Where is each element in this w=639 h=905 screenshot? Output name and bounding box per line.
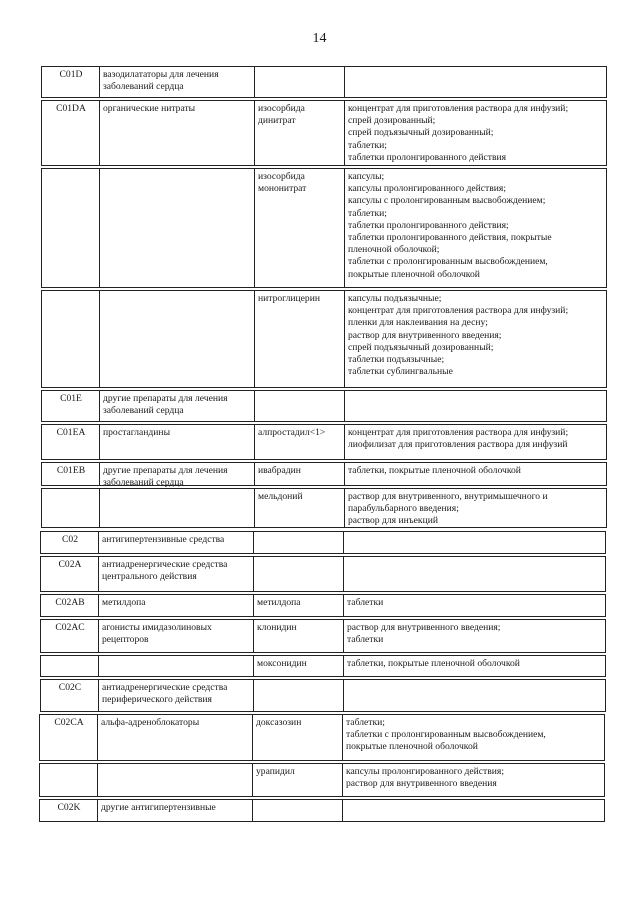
drug-name-cell	[253, 679, 344, 712]
dosage-forms-cell	[342, 799, 605, 822]
drug-name-cell	[252, 799, 343, 822]
atc-code-cell	[39, 714, 98, 761]
group-name-cell	[98, 655, 254, 677]
dosage-forms-cell	[344, 488, 607, 528]
group-name-cell	[99, 168, 255, 288]
drug-name-text: мельдоний	[258, 491, 303, 502]
group-name-cell	[99, 462, 255, 489]
group-name-cell	[99, 488, 255, 528]
dosage-forms-cell	[343, 556, 606, 592]
dosage-forms-cell	[343, 531, 606, 554]
dosage-forms-cell	[344, 424, 607, 460]
dosage-forms-text: капсулы; капсулы пролонгированного действия; капсулы с пролонгированным высвобождением; таблетки; таблетки пролонгированного действия; таблетки пролонгированного действия, покрытые пленочной оболочкой; таблетки с пролонгированным высвобождением, покрытые пленочной оболочкой	[348, 171, 552, 280]
atc-code-cell	[41, 66, 100, 98]
drug-name-text: моксонидин	[257, 658, 307, 669]
group-name-cell	[98, 594, 254, 617]
drug-name-cell	[252, 714, 343, 761]
drug-name-text: урапидил	[256, 766, 295, 777]
group-name-cell	[97, 763, 253, 797]
atc-code-cell	[39, 763, 98, 797]
group-name-text: альфа-адреноблокаторы	[101, 717, 200, 728]
group-name-cell	[97, 714, 253, 761]
dosage-forms-cell	[343, 655, 606, 677]
atc-code-text: C02	[62, 534, 78, 545]
dosage-forms-text: концентрат для приготовления раствора для инфузий; спрей дозированный; спрей подъязычный дозированный; таблетки; таблетки пролонгированного действия	[348, 103, 569, 163]
atc-code-cell	[41, 424, 100, 460]
drug-name-cell	[254, 488, 345, 528]
atc-code-cell	[40, 531, 99, 554]
group-name-text: другие антигипертензивные	[101, 802, 216, 813]
drug-name-text: доксазозин	[256, 717, 302, 728]
dosage-forms-cell	[344, 290, 607, 388]
drug-name-text: изосорбида динитрат	[258, 103, 305, 127]
dosage-forms-text: капсулы пролонгированного действия; раствор для внутривенного введения	[346, 766, 504, 790]
dosage-forms-text: таблетки	[347, 597, 384, 608]
group-name-cell	[98, 556, 254, 592]
atc-code-text: C02AC	[55, 622, 85, 633]
group-name-cell	[99, 100, 255, 166]
dosage-forms-cell	[344, 100, 607, 166]
atc-code-cell	[41, 462, 100, 486]
medication-table	[0, 66, 639, 846]
atc-code-text: C01D	[59, 69, 83, 80]
dosage-forms-text: таблетки, покрытые пленочной оболочкой	[347, 658, 520, 669]
atc-code-cell	[40, 679, 99, 712]
page-number: 14	[312, 31, 327, 46]
atc-code-text: C02A	[58, 559, 82, 570]
drug-name-cell	[254, 168, 345, 288]
drug-name-text: клонидин	[257, 622, 297, 633]
drug-name-cell	[253, 594, 344, 617]
atc-code-cell	[41, 488, 100, 528]
drug-name-cell	[254, 462, 345, 486]
group-name-text: вазодилататоры для лечения заболеваний сердца	[103, 69, 219, 93]
group-name-cell	[98, 531, 254, 554]
atc-code-cell	[41, 290, 100, 388]
group-name-text: метилдопа	[102, 597, 146, 608]
atc-code-cell	[40, 556, 99, 592]
group-name-text: агонисты имидазолиновых рецепторов	[102, 622, 212, 646]
group-name-cell	[97, 799, 253, 822]
group-name-cell	[99, 290, 255, 388]
dosage-forms-text: концентрат для приготовления раствора для инфузий; лиофилизат для приготовления раствора для инфузий	[348, 427, 569, 451]
group-name-cell	[98, 619, 254, 653]
group-name-text: антиадренергические средства центрального действия	[102, 559, 228, 583]
drug-name-cell	[254, 100, 345, 166]
dosage-forms-cell	[343, 594, 606, 617]
dosage-forms-cell	[342, 763, 605, 797]
dosage-forms-text: раствор для внутривенного введения; таблетки	[347, 622, 501, 646]
drug-name-cell	[254, 66, 345, 98]
atc-code-cell	[40, 655, 99, 677]
atc-code-cell	[41, 100, 100, 166]
group-name-text: органические нитраты	[103, 103, 196, 114]
group-name-text: антиадренергические средства периферического действия	[102, 682, 228, 706]
dosage-forms-cell	[344, 462, 607, 486]
drug-name-cell	[253, 619, 344, 653]
drug-name-text: метилдопа	[257, 597, 301, 608]
atc-code-cell	[40, 594, 99, 617]
dosage-forms-cell	[344, 66, 607, 98]
drug-name-cell	[253, 556, 344, 592]
group-name-cell	[99, 390, 255, 422]
drug-name-cell	[254, 390, 345, 422]
drug-name-cell	[254, 290, 345, 388]
group-name-text: антигипертензивные средства	[102, 534, 225, 545]
dosage-forms-cell	[343, 619, 606, 653]
group-name-text: другие препараты для лечения заболеваний сердца	[103, 465, 228, 489]
atc-code-text: C01E	[60, 393, 82, 404]
dosage-forms-text: таблетки; таблетки с пролонгированным высвобождением, покрытые пленочной оболочкой	[346, 717, 546, 753]
atc-code-text: C02C	[58, 682, 82, 693]
drug-name-text: нитроглицерин	[258, 293, 320, 304]
group-name-text: простагландины	[103, 427, 171, 438]
atc-code-cell	[41, 168, 100, 288]
group-name-text: другие препараты для лечения заболеваний сердца	[103, 393, 228, 417]
dosage-forms-text: раствор для внутривенного, внутримышечного и парабульбарного введения; раствор для инъекций	[348, 491, 548, 527]
drug-name-cell	[253, 531, 344, 554]
dosage-forms-cell	[343, 679, 606, 712]
atc-code-text: C02CA	[54, 717, 84, 728]
group-name-cell	[98, 679, 254, 712]
group-name-cell	[99, 424, 255, 460]
atc-code-cell	[39, 799, 98, 822]
drug-name-cell	[252, 763, 343, 797]
dosage-forms-text: таблетки, покрытые пленочной оболочкой	[348, 465, 521, 476]
atc-code-text: C01DA	[56, 103, 86, 114]
atc-code-cell	[41, 390, 100, 422]
drug-name-cell	[253, 655, 344, 677]
drug-name-text: алпростадил<1>	[258, 427, 326, 438]
dosage-forms-cell	[342, 714, 605, 761]
dosage-forms-text: капсулы подъязычные; концентрат для приготовления раствора для инфузий; пленки для наклеивания на десну; раствор для внутривенного введения; спрей подъязычный дозированный; таблетки подъязычные; таблетки сублингвальные	[348, 293, 569, 378]
atc-code-cell	[40, 619, 99, 653]
atc-code-text: C02AB	[55, 597, 85, 608]
dosage-forms-cell	[344, 390, 607, 422]
dosage-forms-cell	[344, 168, 607, 288]
atc-code-text: C02K	[57, 802, 81, 813]
drug-name-text: ивабрадин	[258, 465, 301, 476]
drug-name-text: изосорбида мононитрат	[258, 171, 307, 195]
group-name-cell	[99, 66, 255, 98]
drug-name-cell	[254, 424, 345, 460]
atc-code-text: C01EA	[56, 427, 86, 438]
atc-code-text: C01EB	[56, 465, 86, 476]
